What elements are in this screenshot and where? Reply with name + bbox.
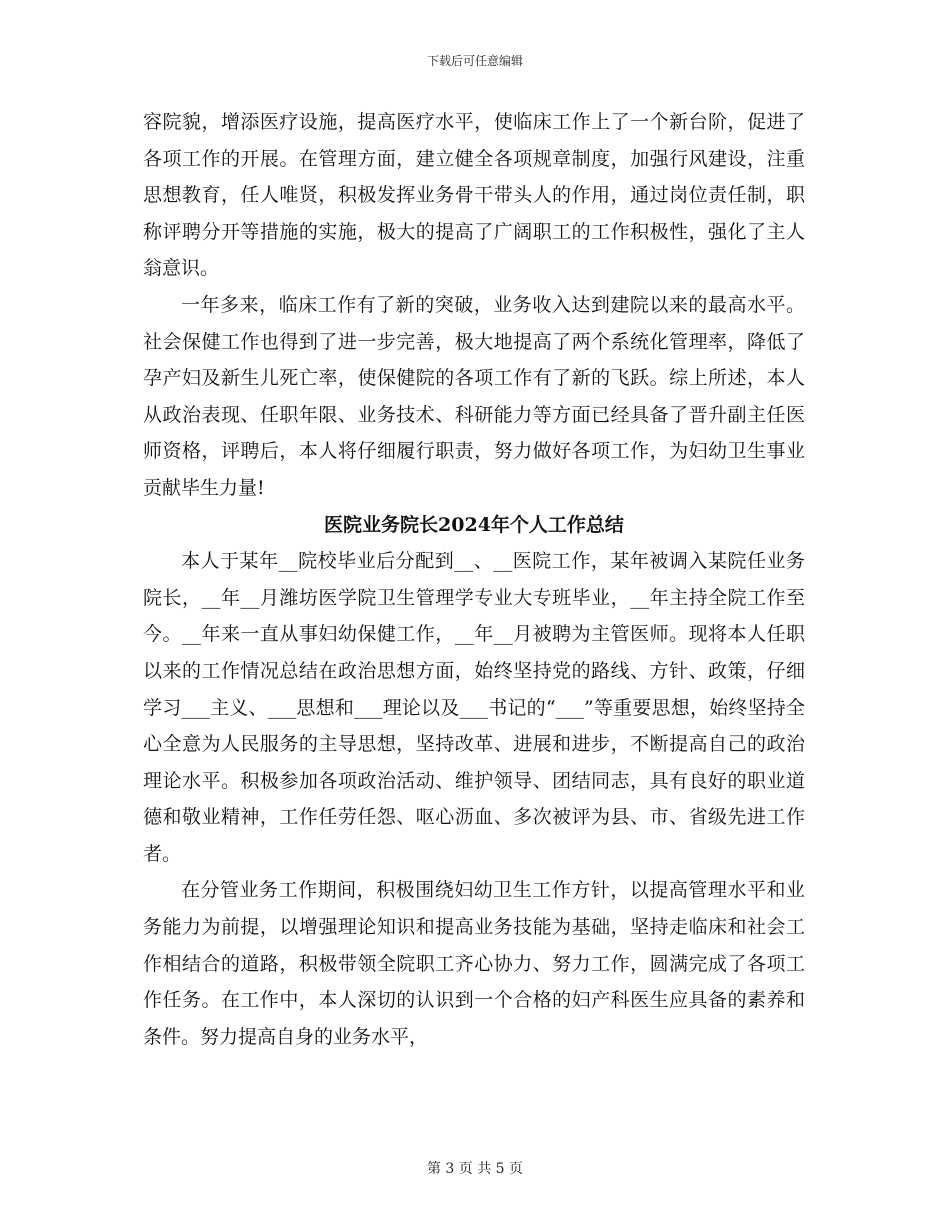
section-title: 医院业务院长2024年个人工作总结: [324, 513, 624, 536]
paragraph: 本人于某年__院校毕业后分配到__、__医院工作，某年被调入某院任业务院长，__年__月潍坊医学院卫生管理学专业大专班毕业，__年主持全院工作至今。__年来一直从事妇幼保健工作，__年__月被聘为主管医师。现将本人任职以来的工作情况总结在政治思想方面，始终坚持党的路线、方针、政策，仔细学习___主义、___思想和___理论以及___书记的“___”等重要思想，始终坚持全心全意为人民服务的主导思想，坚持改革、进展和进步，不断提高自己的政治理论水平。积极参加各项政治活动、维护领导、团结同志，具有良好的职业道德和敬业精神，工作任劳任怨、呕心沥血、多次被评为县、市、省级先进工作者。: [143, 550, 805, 865]
paragraph: 一年多来，临床工作有了新的突破，业务收入达到建院以来的最高水平。社会保健工作也得到了进一步完善，极大地提高了两个系统化管理率，降低了孕产妇及新生儿死亡率，使保健院的各项工作有了新的飞跃。综上所述，本人从政治表现、任职年限、业务技术、科研能力等方面已经具备了晋升副主任医师资格，评聘后，本人将仔细履行职责，努力做好各项工作，为妇幼卫生事业贡献毕生力量!: [143, 293, 805, 499]
document-body: [143, 104, 805, 1055]
paragraph: 在分管业务工作期间，积极围绕妇幼卫生工作方针，以提高管理水平和业务能力为前提，以增强理论知识和提高业务技能为基础，坚持走临床和社会工作相结合的道路，积极带领全院职工齐心协力、努力工作，圆满完成了各项工作任务。在工作中，本人深切的认识到一个合格的妇产科医生应具备的素养和条件。努力提高自身的业务水平，: [143, 879, 805, 1048]
page-header-note: 下载后可任意编辑: [426, 54, 523, 68]
page-number: 第 3 页 共 5 页: [426, 1161, 524, 1177]
paragraph-continued: 容院貌，增添医疗设施，提高医疗水平，使临床工作上了一个新台阶，促进了各项工作的开展。在管理方面，建立健全各项规章制度，加强行风建设，注重思想教育，任人唯贤，积极发挥业务骨干带头人的作用，通过岗位责任制，职称评聘分开等措施的实施，极大的提高了广阔职工的工作积极性，强化了主人翁意识。: [143, 111, 805, 280]
